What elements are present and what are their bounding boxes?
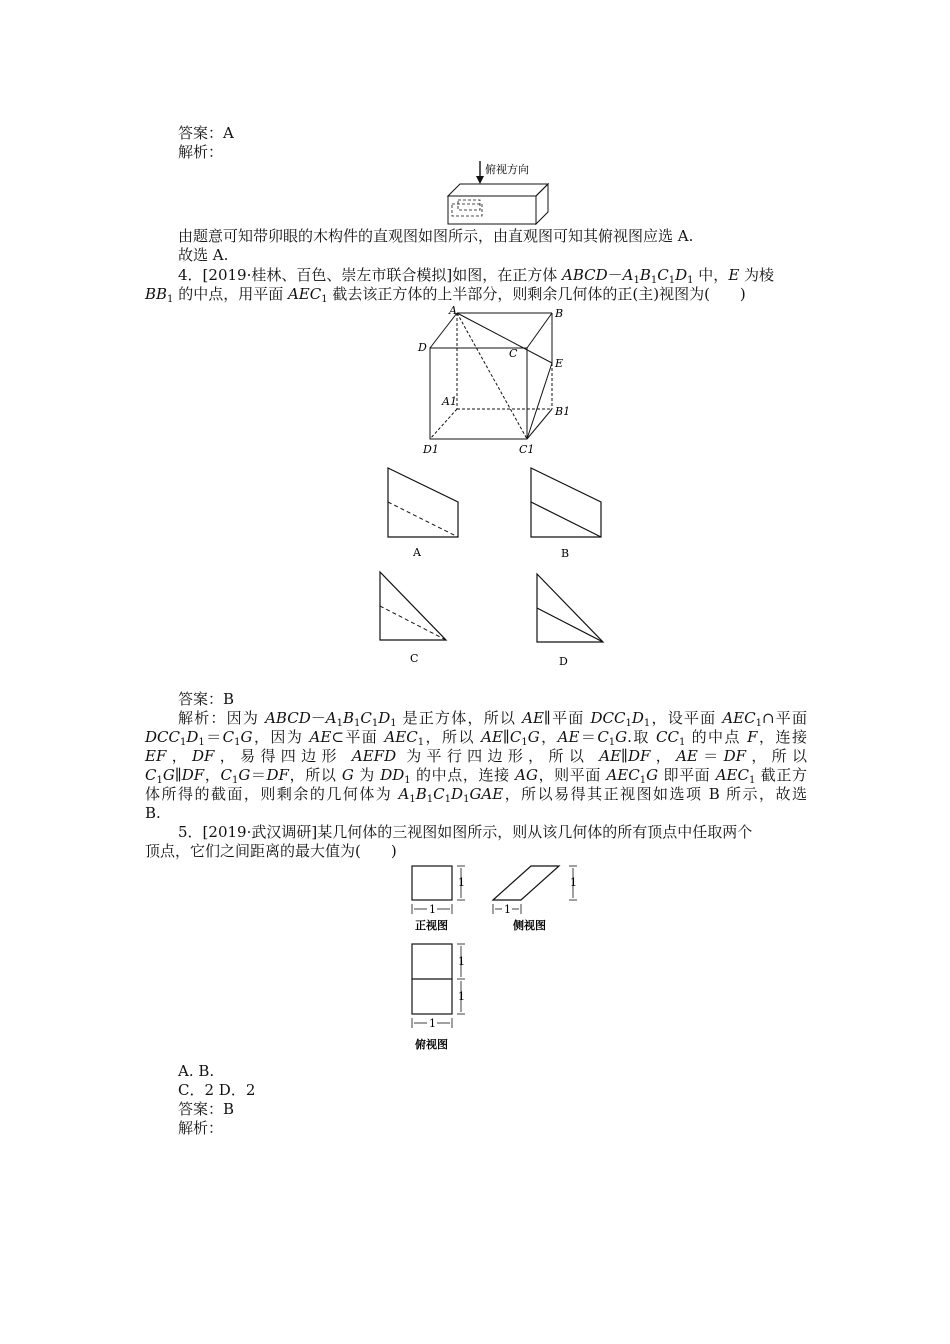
option-b-label: B	[561, 547, 570, 560]
q3-explain-line2: 故选 A.	[178, 246, 229, 264]
cube-label-c1: C1	[519, 443, 535, 456]
q4-stem-line2: $BB_1$ 的中点，用平面 $AEC_1$ 截去该正方体的上半部分，则剩余几何体的正(主)视图为( )	[145, 285, 746, 305]
q4-number: 4．	[178, 266, 203, 284]
q4-analysis-line5: 体所得的截面，则剩余的几何体为 $A_1B_1C_1D_1GAE$，所以易得其正视图如选项 B 所示，故选	[145, 785, 807, 805]
svg-text:1: 1	[570, 876, 577, 889]
svg-text:1: 1	[458, 955, 465, 968]
q5-analysis-label: 解析：	[178, 1119, 224, 1137]
q5-answer: 答案：B	[178, 1100, 235, 1118]
q3-answer: 答案：A	[178, 124, 234, 142]
q4-answer: 答案：B	[178, 690, 235, 708]
svg-text:1: 1	[429, 903, 436, 916]
cube-label-e: E	[555, 357, 564, 370]
q4-option-c-figure	[376, 568, 456, 668]
cube-label-c: C	[509, 347, 518, 360]
cube-label-a: A	[449, 304, 457, 317]
q5-stem-line1: 5．[2019·武汉调研]某几何体的三视图如图所示，则从该几何体的所有顶点中任取两个	[178, 823, 753, 841]
q4-analysis-line6: B.	[145, 804, 161, 822]
svg-text:1: 1	[429, 1017, 436, 1030]
svg-text:1: 1	[458, 876, 465, 889]
q5-choices-ab: A. B.	[178, 1062, 215, 1080]
q4-analysis-line4: $C_1G\parallel DF$，$C_1G=DF$，所以 G 为 $DD_1$ 的中点，连接 AG，则平面 $AEC_1G$ 即平面 $AEC_1$ 截正方	[145, 766, 807, 786]
q3-wood-figure	[440, 158, 560, 228]
q5-stem-line2: 顶点，它们之间距离的最大值为( )	[145, 842, 397, 860]
q4-option-d-figure	[533, 570, 613, 670]
option-c-label: C	[410, 652, 419, 665]
q5-top-view	[405, 940, 475, 1055]
q3-explain-line1: 由题意可知带卯眼的木构件的直观图如图所示，由直观图可知其俯视图应选 A.	[178, 227, 694, 245]
q4-option-a-figure	[385, 465, 465, 560]
cube-label-d1: D1	[423, 443, 439, 456]
q4-analysis-line3: EF，DF，易得四边形 AEFD 为平行四边形，所以 AE∥DF，AE＝DF，所以	[145, 747, 807, 765]
q5-source: [2019·武汉调研]	[202, 823, 318, 841]
cube-label-d: D	[418, 341, 427, 354]
option-d-label: D	[559, 655, 568, 668]
q4-analysis-line2: $DCC_1D_1=C_1G$，因为 AE⊂平面 $AEC_1$，所以 $AE\parallel C_1G$，$AE=C_1G$.取 $CC_1$ 的中点 F，连接	[145, 728, 807, 748]
q4-cube-figure	[415, 305, 575, 455]
front-view-caption: 正视图	[415, 919, 448, 932]
q3-view-direction-label: 俯视方向	[485, 163, 529, 176]
cube-label-b1: B1	[555, 405, 571, 418]
q5-side-view	[485, 862, 585, 934]
q5-number: 5．	[178, 823, 203, 841]
svg-text:1: 1	[504, 903, 511, 916]
q4-source: [2019·桂林、百色、崇左市联合模拟]	[202, 266, 453, 284]
q4-stem-line1: 4．[2019·桂林、百色、崇左市联合模拟]如图，在正方体 $ABCD-A_1B_1C_1D_1$ 中，E 为棱	[178, 266, 775, 286]
option-a-label: A	[413, 546, 421, 559]
svg-text:1: 1	[458, 990, 465, 1003]
q5-choices-cd: C．2 D．2	[178, 1081, 256, 1099]
cube-label-b: B	[555, 307, 564, 320]
q4-analysis-line1: 解析：因为 $ABCD-A_1B_1C_1D_1$ 是正方体，所以 AE∥平面 $DCC_1D_1$，设平面 $AEC_1\cap$平面	[178, 709, 807, 729]
q3-analysis-label: 解析：	[178, 143, 224, 161]
side-view-caption: 侧视图	[513, 919, 546, 932]
q4-option-b-figure	[528, 465, 608, 560]
top-view-caption: 俯视图	[415, 1038, 448, 1051]
cube-label-a1: A1	[442, 395, 457, 408]
q5-front-view	[405, 862, 475, 934]
